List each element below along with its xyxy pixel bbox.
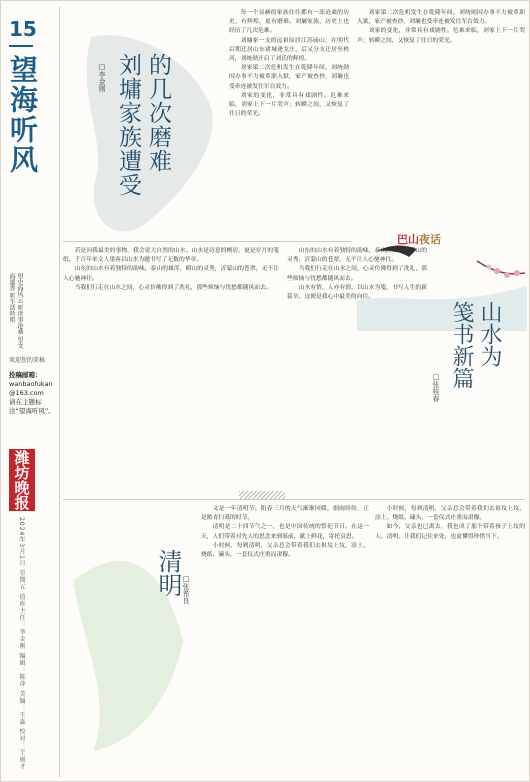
paragraph: 刘家的变化，非常具有戏剧性。危难来临，刘家上下一片哭声；转瞬之间，又恢复了往日的荣光。 bbox=[229, 92, 349, 118]
article2-body-right bbox=[287, 247, 427, 491]
article1-author: □李金刚 bbox=[98, 63, 106, 92]
paragraph: 刘家的变化，非常具有戏剧性。危难来临，刘家上下一片哭声；转瞬之间，又恢复了往日的荣光。 bbox=[357, 28, 525, 44]
paragraph: 小时候，每到清明，父亲总会带着我们去祖坟上坟，添土、烧纸、磕头，一套仪式庄重而肃穆。 bbox=[201, 542, 369, 559]
article2-title-line1: 山水为 bbox=[477, 301, 502, 367]
paragraph: 刘家第二次危机发生在乾隆年间，刘统勋因办事不力被革职入狱，家产被查抄，刘墉也受牵连被发往军台效力。 bbox=[229, 65, 349, 90]
edition-credits: 2024年3月1日 星期五 值班主任：李金刚 编辑：陈萍 美编：王淼 校对：王丽才 bbox=[18, 517, 25, 771]
masthead-column bbox=[5, 11, 55, 771]
article3-title: 清明 bbox=[154, 549, 182, 597]
paragraph: 又是一年清明节。阳春三月的天气渐渐回暖，细雨纷纷，正是踏青扫墓的时节。 bbox=[201, 506, 369, 522]
section-header-gold: 夜话 bbox=[419, 233, 441, 246]
column-title: 望海听风 bbox=[6, 55, 39, 175]
newspaper-logo: 潍坊晚报 bbox=[9, 449, 35, 511]
article1-title-line1: 的几次磨难 bbox=[145, 53, 171, 173]
section-divider bbox=[63, 499, 525, 500]
article1-title bbox=[113, 53, 173, 197]
paragraph: 若是问我最美的事物，我会说大自然的山水。山水是诗意的栖居，更是岁月的笺纸，千百年来文人墨客以山水为题书写了无数的华章。 bbox=[63, 248, 279, 264]
article1-body-continued bbox=[357, 9, 525, 159]
submission-email-block bbox=[9, 371, 55, 416]
article3-body-left bbox=[201, 505, 369, 775]
article3-author: □张希良 bbox=[182, 575, 190, 604]
article2-title bbox=[447, 301, 503, 389]
email-note: 请在主题标注“望海听风”。 bbox=[9, 398, 55, 415]
article1-title-line2: 刘墉家族遭受 bbox=[115, 53, 141, 197]
article2-title-line2: 笺书新篇 bbox=[449, 301, 474, 389]
paragraph: 当我们行走在山水之间，心灵仿佛得到了洗礼，那些烦恼与忧愁都随风而去。 bbox=[287, 266, 427, 282]
article2-body-left bbox=[63, 247, 279, 491]
article2-author: □张桂春 bbox=[432, 373, 440, 402]
paragraph: 清明是二十四节气之一，也是中国传统的祭祀节日。在这一天，人们带着对先人的思念来到墓前，献上鲜花，寄托哀思。 bbox=[201, 524, 369, 540]
paragraph: 山东的山水有着独特的韵味，泰山的雄浑，崂山的灵秀，沂蒙山的苍翠，无不让人心驰神往。 bbox=[63, 266, 279, 282]
masthead-divider bbox=[9, 45, 33, 47]
article3-body-right bbox=[375, 505, 525, 775]
email-label: 投稿邮箱： bbox=[9, 371, 42, 379]
paragraph: 如今，父亲也已离去，我也成了那个带着孩子上坟的人。清明，让我们记住来处，也更懂得珍惜当下。 bbox=[375, 524, 525, 540]
column-motto: 望史海风云 听世事沧桑 望文海墨香 听生活吟唱 bbox=[8, 273, 23, 349]
paragraph: 刘墉家一支的远祖原居江苏砀山，在明代后期迁居山东诸城逄戈庄，后又分支迁居至槎河，刘统勋开启了刘氏的辉煌。 bbox=[229, 37, 349, 63]
decorative-hatch bbox=[239, 491, 285, 499]
column-divider bbox=[59, 7, 60, 777]
article1-body bbox=[229, 9, 349, 217]
section-header-red: 巴山 bbox=[397, 233, 419, 246]
paragraph: 小时候，每到清明，父亲总会带着我们去祖坟上坟，添土、烧纸、磕头，一套仪式庄重而肃穆。 bbox=[375, 506, 525, 522]
email-address[interactable]: wanbaofukan@163.com bbox=[9, 380, 53, 397]
section-divider bbox=[63, 241, 351, 242]
page-number: 15 bbox=[9, 17, 37, 41]
paragraph: 山东的山水有着独特的韵味，泰山的雄浑，崂山的灵秀，沂蒙山的苍翠，无不让人心驰神往。 bbox=[287, 248, 427, 264]
paragraph: 刘家第二次危机发生在乾隆年间，刘统勋因办事不力被革职入狱，家产被查抄，刘墉也受牵连被发往军台效力。 bbox=[357, 10, 525, 26]
paragraph: 山水有情，人亦有情。以山水为笺，书写人生的新篇章，这便是我心中最美的向往。 bbox=[287, 284, 427, 301]
paragraph: 当我们行走在山水之间，心灵仿佛得到了洗礼，那些烦恼与忧愁都随风而去。 bbox=[74, 284, 272, 291]
submission-slogan: 欢迎您的来稿 bbox=[9, 357, 46, 364]
paragraph: 每一个显赫的家族往往都有一部沧桑的历史，有辉煌，更有磨难。刘墉家族，历史上也经历了几次危难。 bbox=[229, 10, 349, 35]
